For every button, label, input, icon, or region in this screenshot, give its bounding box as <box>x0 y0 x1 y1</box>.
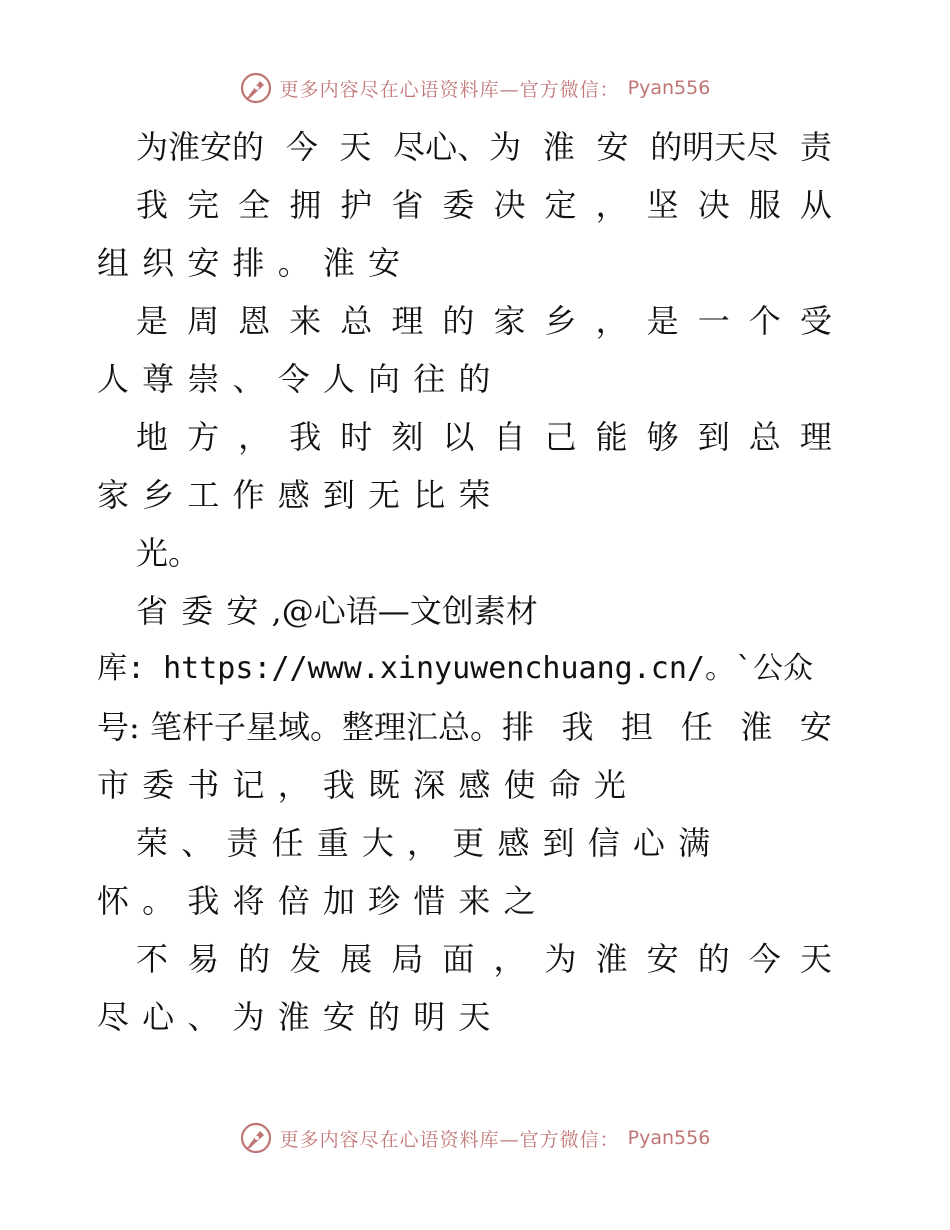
text-line-7: 家 乡 工 作 感 到 无 比 荣 <box>97 476 491 514</box>
watermark-text: 更多内容尽在心语资料库—官方微信： <box>279 78 620 101</box>
text-line-4: 是 周 恩 来 总 理 的 家 乡 ， 是 一 个 受 <box>136 302 832 340</box>
text-line-6: 地 方 ， 我 时 刻 以 自 己 能 够 到 总 理 <box>136 418 832 456</box>
watermark-text: 更多内容尽在心语资料库—官方微信： <box>279 1128 620 1151</box>
text-line-16: 尽 心 、 为 淮 安 的 明 天 <box>97 998 491 1036</box>
watermark-wechat-id: Pyan556 <box>627 1127 711 1149</box>
pen-nib-logo-icon <box>240 1122 272 1154</box>
text-line-11: 号: 笔杆子星域。整理汇总。排 我 担 任 淮 安 <box>97 708 832 746</box>
text-line-12: 市 委 书 记 ， 我 既 深 感 使 命 光 <box>97 766 626 804</box>
text-line-1: 为淮安的 今 天 尽心、为 淮 安 的明天尽 责 <box>136 128 832 166</box>
watermark-wechat-id: Pyan556 <box>627 77 711 99</box>
header-watermark <box>0 72 950 104</box>
text-line-9: 省 委 安 ,@心语—文创素材 <box>136 592 538 630</box>
pen-nib-logo-icon <box>240 72 272 104</box>
text-line-3: 组 织 安 排 。 淮 安 <box>97 244 401 282</box>
text-line-2: 我 完 全 拥 护 省 委 决 定 ， 坚 决 服 从 <box>136 186 832 224</box>
footer-watermark <box>0 1122 950 1154</box>
text-line-15: 不 易 的 发 展 局 面 ， 为 淮 安 的 今 天 <box>136 940 832 978</box>
text-line-14: 怀 。 我 将 倍 加 珍 惜 来 之 <box>97 882 536 920</box>
text-line-13: 荣 、 责 任 重 大 ， 更 感 到 信 心 满 <box>136 824 711 862</box>
text-line-5: 人 尊 崇 、 令 人 向 往 的 <box>97 360 491 398</box>
text-line-8: 光。 <box>136 534 201 572</box>
text-line-10-url: 库: https://www.xinyuwenchuang.cn/。`公众 <box>97 651 814 686</box>
